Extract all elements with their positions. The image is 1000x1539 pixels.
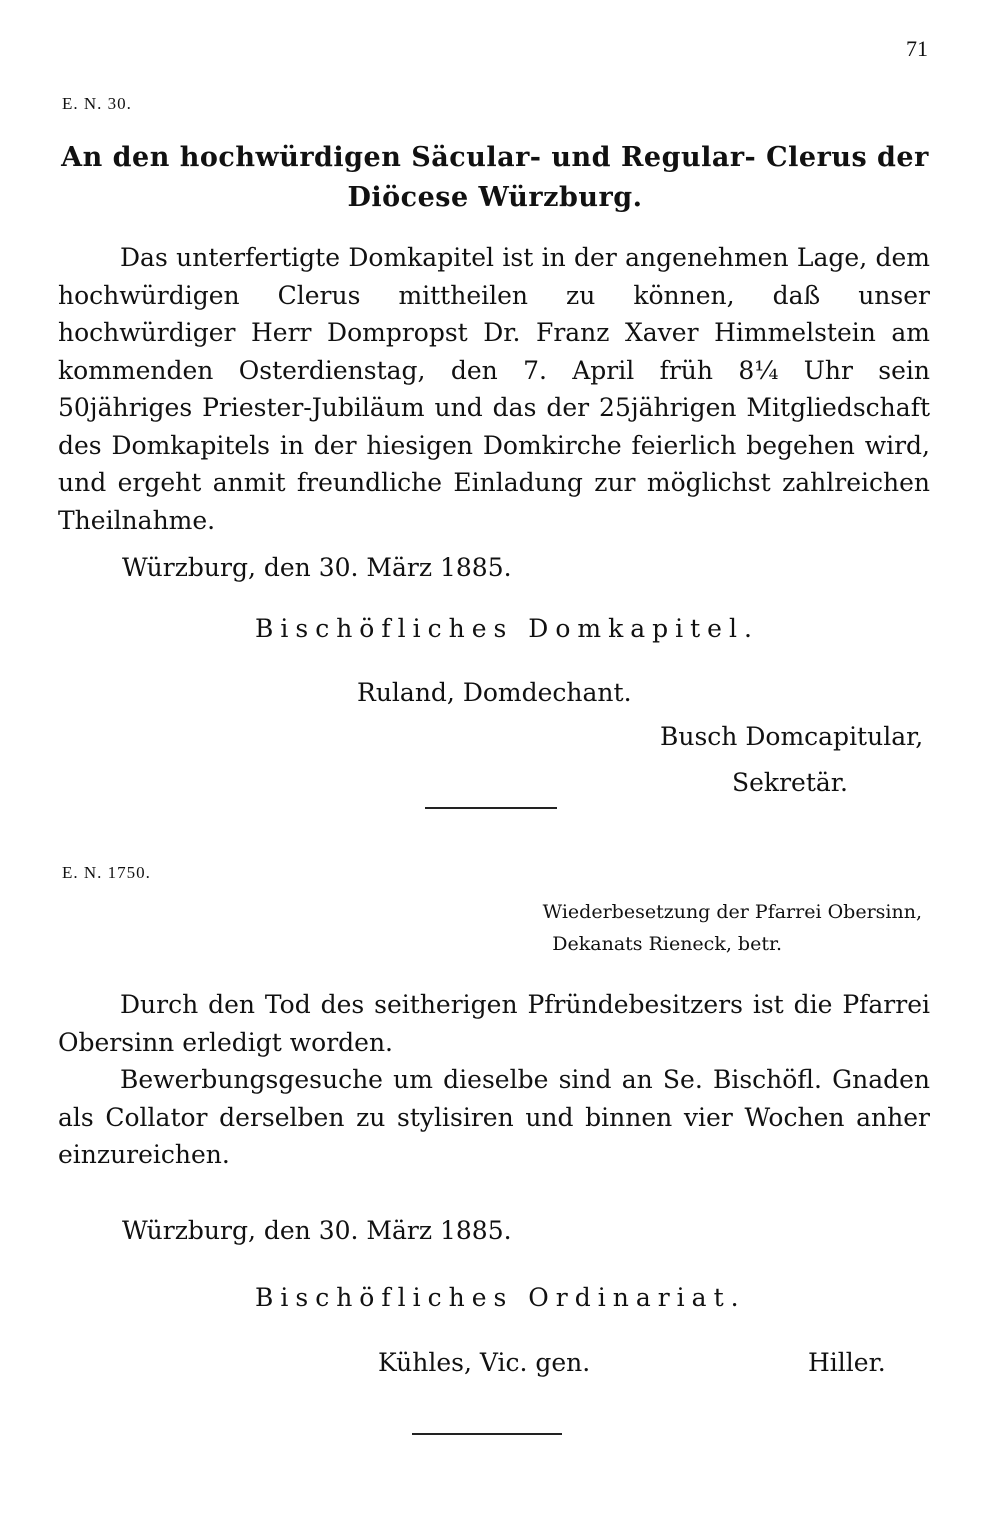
notice-body: Das unterfertigte Domkapitel ist in der angenehmen Lage, dem hochwürdigen Clerus mittheilen zu können, daß unser hochwürdiger Herr Dompropst Dr. Franz Xaver Himmelstein am kommenden Osterdienstag, den 7. April früh 8¼ Uhr sein 50jähriges Priester-Jubiläum und das der 25jährigen Mitgliedschaft des Domkapitels in der hiesigen Domkirche feierlich begehen wird, und ergeht anmit freundliche Einladung zur möglichst zahlreichen Theilnahme. — [58, 243, 930, 535]
issuer: Bischöfliches Domkapitel. — [255, 614, 759, 643]
notice-heading: An den hochwürdigen Säcular- und Regular- Clerus der Diöcese Würzburg. — [61, 142, 929, 213]
notice-reference: E. N. 30. — [62, 94, 132, 113]
page-number: 71 — [906, 36, 928, 61]
issuer: Bischöfliches Ordinariat. — [255, 1283, 746, 1312]
subject-line: Wiederbesetzung der Pfarrei Obersinn, — [542, 901, 922, 923]
end-divider — [412, 1433, 562, 1435]
notice-body: Durch den Tod des seitherigen Pfründebesitzers ist die Pfarrei Obersinn erledigt worden. — [58, 990, 930, 1057]
section-divider — [425, 807, 557, 809]
notice-subject — [543, 896, 922, 960]
signatory: Busch Domcapitular, — [660, 722, 924, 751]
signatory: Ruland, Domdechant. — [357, 678, 632, 707]
place-date: Würzburg, den 30. März 1885. — [122, 553, 512, 582]
subject-line: Dekanats Rieneck, betr. — [552, 933, 782, 955]
signatory: Kühles, Vic. gen. — [378, 1348, 591, 1377]
place-date: Würzburg, den 30. März 1885. — [122, 1216, 512, 1245]
signatory-title: Sekretär. — [732, 768, 848, 797]
notice-body: Bewerbungsgesuche um dieselbe sind an Se. Bischöfl. Gnaden als Collator derselben zu stylisiren und binnen vier Wochen anher einzureichen. — [58, 1065, 930, 1169]
signatory: Hiller. — [808, 1348, 886, 1377]
notice-reference: E. N. 1750. — [62, 863, 151, 882]
